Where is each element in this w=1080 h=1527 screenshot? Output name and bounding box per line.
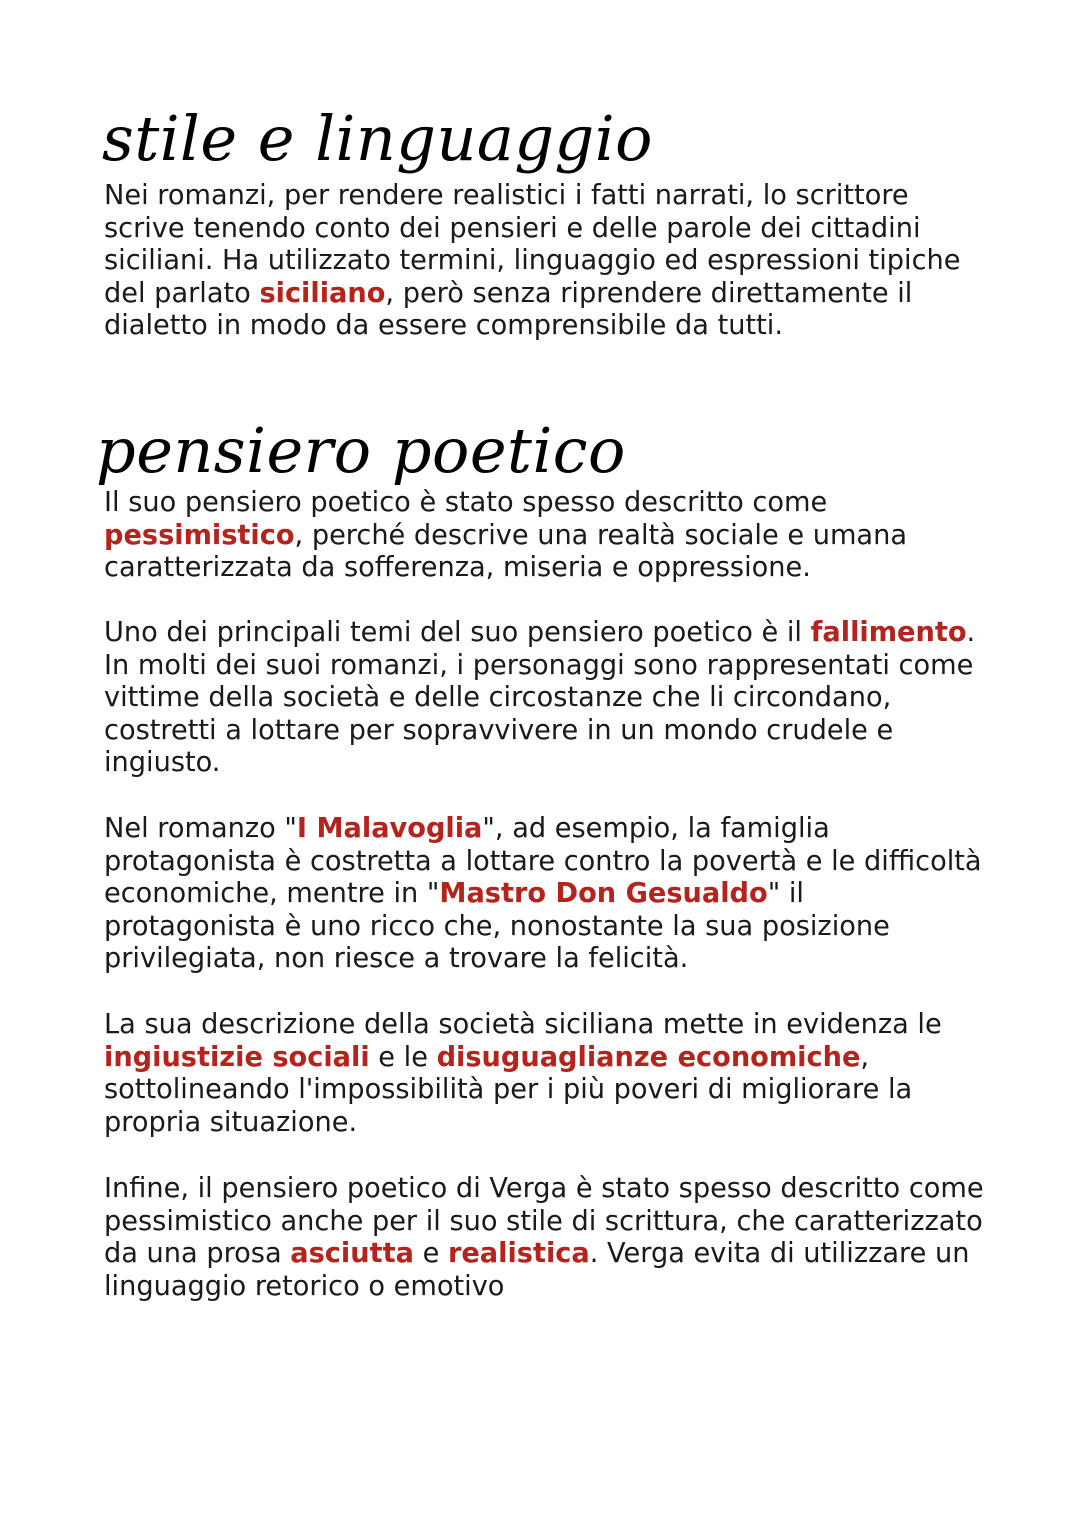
text-run: Nei romanzi, per rendere realistici i fatti narrati, lo scrittore scrive tenendo conto dei pensieri e delle parole dei cittadini siciliani. Ha utilizzato termini, linguaggio ed espressioni tipiche del parlato (104, 180, 961, 309)
paragraph-fallimento (104, 617, 984, 780)
text-run: , perché descrive una realtà sociale e umana caratterizzata da sofferenza, miseria e oppressione. (104, 519, 907, 584)
paragraph-romanzi (104, 813, 984, 976)
highlight-disuguaglianze-economiche: disuguaglianze economiche (436, 1041, 861, 1073)
highlight-pessimistico: pessimistico (104, 519, 295, 551)
highlight-i-malavoglia: I Malavoglia (296, 813, 483, 844)
text-run: , sottolineando l'impossibilità per i più poveri di migliorare la propria situazione. (104, 1041, 913, 1138)
highlight-realistica: realistica (447, 1238, 590, 1270)
section-heading-stile-e-linguaggio: stile e linguaggio (102, 102, 653, 175)
highlight-siciliano: siciliano (259, 277, 386, 309)
paragraph-societa-siciliana (104, 1009, 984, 1139)
text-run: . In molti dei suoi romanzi, i personaggi sono rappresentati come vittime della società e delle circostanze che li circondano, costretti a lottare per sopravvivere in un mondo crudele e ingiusto. (104, 617, 976, 779)
text-run: , però senza riprendere direttamente il dialetto in modo da essere comprensibile da tutti. (104, 277, 913, 342)
paragraph-stile-linguaggio (104, 180, 984, 343)
text-run: Infine, il pensiero poetico di Verga è stato spesso descritto come pessimistico anche per il suo stile di scrittura, che caratterizzato da una prosa (104, 1173, 984, 1270)
text-run: La sua descrizione della società siciliana mette in evidenza le (104, 1009, 942, 1040)
text-run: e (413, 1238, 448, 1270)
highlight-asciutta: asciutta (290, 1238, 414, 1270)
text-run: Il suo pensiero poetico è stato spesso descritto come (104, 487, 828, 518)
highlight-fallimento: fallimento (810, 617, 967, 648)
text-run: Uno dei principali temi del suo pensiero poetico è il (104, 617, 811, 648)
highlight-mastro-don-gesualdo: Mastro Don Gesualdo (439, 878, 768, 910)
text-run: . Verga evita di utilizzare un linguaggio retorico o emotivo (104, 1238, 970, 1302)
paragraph-pessimismo (104, 487, 984, 585)
highlight-ingiustizie-sociali: ingiustizie sociali (104, 1041, 370, 1073)
section-heading-pensiero-poetico: pensiero poetico (96, 414, 626, 487)
text-run: e le (369, 1041, 437, 1073)
text-run: Nel romanzo " (104, 813, 297, 844)
text-run: " il protagonista è uno ricco che, nonostante la sua posizione privilegiata, non riesce a trovare la felicità. (104, 878, 890, 975)
paragraph-stile-scrittura (104, 1173, 984, 1303)
text-run: ", ad esempio, la famiglia protagonista è costretta a lottare contro la povertà e le difficoltà economiche, mentre in " (104, 813, 982, 910)
